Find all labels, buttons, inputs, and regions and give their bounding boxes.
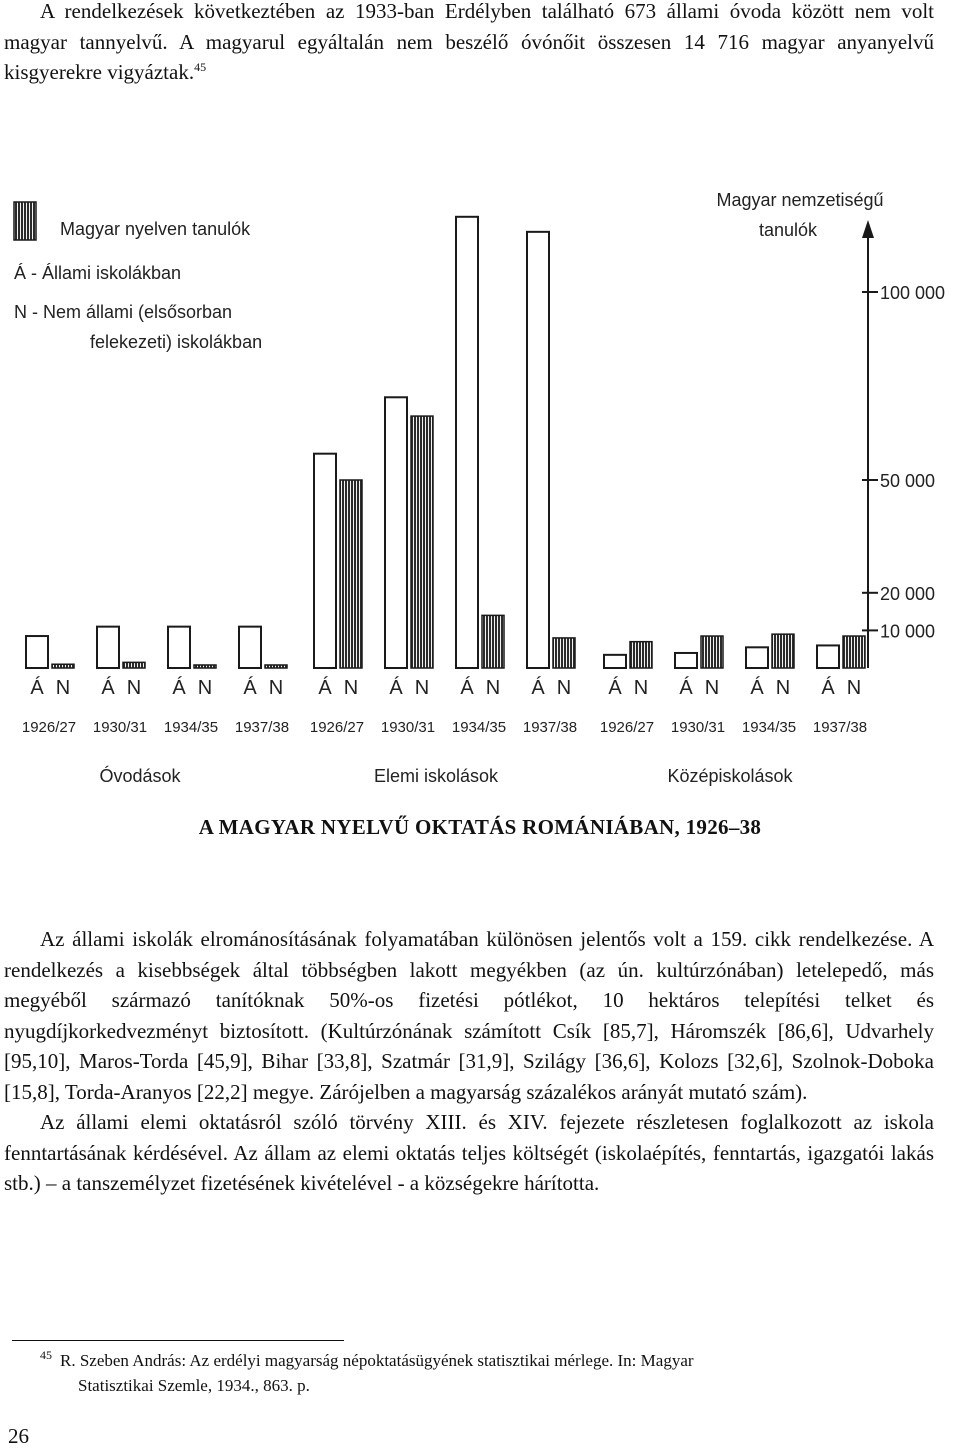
period-label: 1930/31 bbox=[670, 719, 726, 736]
legend-label-state: Á - Állami iskolákban bbox=[14, 263, 182, 283]
axis-label-line2: tanulók bbox=[758, 220, 818, 240]
bar-code-state: Á bbox=[608, 677, 622, 699]
bar-state bbox=[527, 232, 549, 668]
period-label: 1926/27 bbox=[21, 719, 77, 736]
bar-nonstate bbox=[553, 638, 575, 668]
group-label: Elemi iskolások bbox=[373, 766, 499, 786]
footnote-line-1 bbox=[40, 1348, 933, 1373]
bar-code-nonstate: N bbox=[268, 677, 284, 699]
body-text bbox=[4, 924, 934, 1199]
period-label: 1937/38 bbox=[234, 719, 290, 736]
intro-text: A rendelkezések következtében az 1933-ban Erdélyben található 673 állami óvoda között nem volt magyar tannyelvű. A magyarul egyáltalán nem beszélő óvónőit összesen 14 716 magyar anyanyelvű kisgyerekre vigyáztak. bbox=[4, 0, 934, 84]
bar-nonstate bbox=[482, 615, 504, 668]
bar-state bbox=[385, 397, 407, 668]
bar-code-nonstate: N bbox=[414, 677, 430, 699]
footnote bbox=[40, 1348, 933, 1398]
bar-state bbox=[168, 627, 190, 668]
period-label: 1926/27 bbox=[599, 719, 655, 736]
bar-state bbox=[746, 647, 768, 668]
group-label: Középiskolások bbox=[667, 766, 793, 786]
footnote-number: 45 bbox=[40, 1348, 52, 1363]
bar-code-state: Á bbox=[318, 677, 332, 699]
bar-nonstate bbox=[411, 416, 433, 668]
bar-nonstate bbox=[194, 665, 216, 668]
bar-nonstate bbox=[630, 642, 652, 668]
bar-code-nonstate: N bbox=[846, 677, 862, 699]
bar-nonstate bbox=[772, 634, 794, 668]
bar-state bbox=[97, 627, 119, 668]
bar-state bbox=[456, 217, 478, 668]
bar-code-state: Á bbox=[531, 677, 545, 699]
period-label: 1937/38 bbox=[812, 719, 868, 736]
bar-nonstate bbox=[701, 636, 723, 668]
bar-code-state: Á bbox=[243, 677, 257, 699]
bar-nonstate bbox=[52, 664, 74, 668]
bar-code-state: Á bbox=[679, 677, 693, 699]
footnote-line-2: Statisztikai Szemle, 1934., 863. p. bbox=[78, 1376, 310, 1395]
legend-label-marker: Magyar nyelven tanulók bbox=[60, 219, 251, 239]
bar-code-state: Á bbox=[172, 677, 186, 699]
bar-state bbox=[604, 655, 626, 668]
bar-code-state: Á bbox=[30, 677, 44, 699]
period-label: 1937/38 bbox=[522, 719, 578, 736]
bar-code-state: Á bbox=[750, 677, 764, 699]
group-label: Óvodások bbox=[99, 766, 181, 786]
axis-tick-label: 20 000 bbox=[880, 583, 936, 604]
period-label: 1934/35 bbox=[163, 719, 219, 736]
legend-label-nonstate-1: N - Nem állami (elsősorban bbox=[14, 302, 233, 322]
bar-nonstate bbox=[843, 636, 865, 668]
intro-paragraph bbox=[4, 0, 934, 88]
body-paragraph-1 bbox=[4, 924, 934, 1107]
bar-state bbox=[817, 645, 839, 668]
body-paragraph-2 bbox=[4, 1107, 934, 1199]
bar-code-state: Á bbox=[821, 677, 835, 699]
bar-state bbox=[239, 627, 261, 668]
period-label: 1926/27 bbox=[309, 719, 365, 736]
footnote-reference: 45 bbox=[194, 60, 207, 74]
bar-code-nonstate: N bbox=[197, 677, 213, 699]
education-chart bbox=[0, 180, 960, 800]
bar-state bbox=[675, 653, 697, 668]
bar-code-nonstate: N bbox=[126, 677, 142, 699]
bar-code-nonstate: N bbox=[343, 677, 359, 699]
axis-tick-label: 10 000 bbox=[880, 621, 936, 642]
period-label: 1934/35 bbox=[451, 719, 507, 736]
bar-nonstate bbox=[123, 662, 145, 668]
bar-code-state: Á bbox=[460, 677, 474, 699]
body-paragraph-2-text: Az állami elemi oktatásról szóló törvény XIII. és XIV. fejezete részletesen foglalkozott az iskola fenntartásának kérdésével. Az állam az elemi oktatás teljes költségét (iskolaépítés, fenntartás, igazgatói lakás stb.) – a tanszemélyzet fizetésének kivételével - a községekre hárította. bbox=[4, 1110, 934, 1195]
footnote-text-1: R. Szeben András: Az erdélyi magyarság népoktatásügyének statisztikai mérlege. In: Magyar bbox=[60, 1351, 694, 1370]
bar-nonstate bbox=[340, 480, 362, 668]
period-label: 1930/31 bbox=[92, 719, 148, 736]
bar-code-nonstate: N bbox=[485, 677, 501, 699]
bar-state bbox=[26, 636, 48, 668]
page-number: 26 bbox=[8, 1424, 29, 1448]
period-label: 1934/35 bbox=[741, 719, 797, 736]
bar-code-state: Á bbox=[389, 677, 403, 699]
chart-legend bbox=[14, 202, 262, 352]
bar-state bbox=[314, 454, 336, 668]
bar-code-nonstate: N bbox=[55, 677, 71, 699]
period-label: 1930/31 bbox=[380, 719, 436, 736]
bar-code-nonstate: N bbox=[704, 677, 720, 699]
legend-label-nonstate-2: felekezeti) iskolákban bbox=[90, 332, 263, 352]
axis-label-line1: Magyar nemzetiségű bbox=[716, 190, 884, 210]
body-paragraph-1-text: Az állami iskolák elrománosításának folyamatában különösen jelentős volt a 159. cikk rendelkezése. A rendelkezés a kisebbségek által többségben lakott megyékben (az ún. kultúrzónában) letelepedő, más megyéből származó tanítóknak 50%-os fizetési pótlékot, 10 hektáros telepítési telket és nyugdíjkorkedvezményt biztosított. (Kultúrzónának számított Csík [85,7], Háromszék [86,6], Udvarhely [95,10], Maros-Torda [45,9], Bihar [33,8], Szatmár [31,9], Szilágy [36,6], Kolozs [32,6], Szolnok-Doboka [15,8], Torda-Aranyos [22,2] megye. Zárójelben a magyarság százalékos arányát mutató szám). bbox=[4, 927, 934, 1104]
footnote-rule bbox=[12, 1340, 344, 1341]
legend-marker bbox=[14, 202, 36, 240]
bar-code-nonstate: N bbox=[775, 677, 791, 699]
bar-nonstate bbox=[265, 665, 287, 668]
axis-tick-label: 50 000 bbox=[880, 471, 936, 491]
chart-caption: A MAGYAR NYELVŰ OKTATÁS ROMÁNIÁBAN, 1926–38 bbox=[198, 815, 762, 839]
axis-arrow bbox=[862, 220, 874, 238]
y-axis bbox=[716, 190, 945, 668]
bar-code-nonstate: N bbox=[633, 677, 649, 699]
bar-code-nonstate: N bbox=[556, 677, 572, 699]
axis-tick-label: 100 000 bbox=[880, 283, 946, 303]
bar-code-state: Á bbox=[101, 677, 115, 699]
